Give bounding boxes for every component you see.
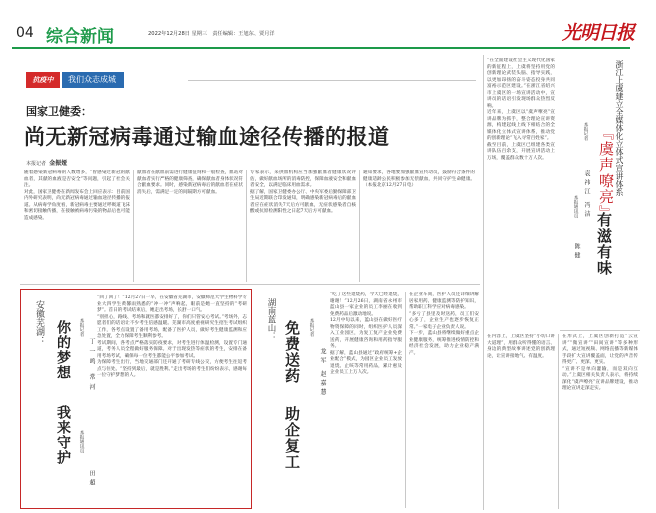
commentary-reporters: 袁祎江 冯洁: [583, 170, 590, 220]
lead-byline-label: 本报记者: [26, 161, 47, 167]
left-story-body: “回了回了！”12月27日一早，在安徽省芜湖市，安徽师范大学生物科学专业大四学生黄馨雨熟悉的“冲一冲”声响起，眼前是她一直坚持的“考研梦”。首日的考试结束后，她走出考场，长舒一口气。 “别担心，路线、考场和就医都安排好了，你们只管安心考试。”考场外，志愿者们的话语让不少考生倍感温暖。芜湖市高度重视研究生招生考试组织工作，各考点设置了备用考场，配备了医护人员，做好考生健康监测和应急处置，全力保障考生顺利参考。 考试期间，各考点严格落实防疫要求，对考生进行体温检测，设置专门通道，考务人员全程做好服务保障。对于出现发热等症状的考生，安排在备用考场考试，确保每一位考生都能公平参加考试。 为保障考生出行，当地交通部门还开通了考研专线公交，方便考生往返考点与住处。“坚持到最后，就是胜利。”走出考场的考生们纷纷表示，感谢每一位守护梦想的人。: [97, 295, 247, 378]
left-story-byline-label: 本报记者: [79, 318, 84, 337]
column-banner: [26, 72, 186, 88]
commentary-intern-label: 本报通讯员: [573, 195, 578, 218]
commentary-body: “在全面建设社会主义现代化国家的新征程上，上虞将坚持用党的创新理论武装头脑、指导实践，以更加昂扬的奋斗姿态投身共同富裕示范区建设。”在浙江省绍兴市上虞区的一场宣讲活动中，宣讲员的话语引发现场群众热烈反响。 近年来，上虞区以“虞声嘹亮”宣讲品牌为抓手，整合理论宣讲资源，构建起线上线下相结合的全媒体化立体式宣讲体系，推动党的创新理论“飞入寻常百姓家”。 截至目前，上虞区已组建各类宣讲队伍百余支，开展宣讲活动上万场，覆盖群众数十万人次。: [487, 58, 555, 161]
column-rule: [133, 170, 134, 282]
left-story-place: 安徽芜湖：: [34, 300, 44, 345]
lead-paragraph: 专家表示，采供血机构应当加强献血者健康状况评估，做好献血场所的消毒防控，保障血液安全和献血者安全，以满足临床用血需求。 据了解，国家卫健委办公厅、中央军委后勤保障部卫生局近期联合印发通知，明确感染新冠病毒后的献血者应在症状消失7天后方可献血，无症状感染者自核酸或抗原检测阳性之日起7天后方可献血。: [250, 170, 356, 214]
commentary-byline-label: 本报记者: [583, 122, 588, 141]
column-rule: [246, 170, 247, 282]
lead-kicker: 国家卫健委：: [26, 105, 92, 118]
column-rule: [405, 292, 406, 508]
banner-rule: [188, 80, 476, 81]
left-story-title-line2: 我来守护: [55, 405, 71, 465]
commentary-title-line1: 『虞声嘹亮』: [597, 125, 615, 221]
mid-story-body: “吃了这些退烧药，今天已经退烧，谢谢！”12月26日，湖南省永州市蓝山县一家企业的员工李丽在收到免费药品后激动地说。 12月中旬以来，蓝山县在做好医疗物资保障的同时，组织医护人员深入工业园区，为复工复产企业免费送药，开展健康咨询和用药指导服务。 据了解，蓝山县通过“政府统筹+企业配合”模式，为园区企业员工发放退烧、止咳等常用药品，累计惠及企业员工上万人次。: [330, 292, 402, 375]
section-rule: [560, 330, 640, 331]
column-rule: [359, 170, 360, 282]
mid-story-byline-label: 本报记者: [309, 318, 314, 337]
mid-story-title-line1: 免费送药: [283, 320, 301, 384]
left-story-reporters: 丁一鸣 常河: [88, 338, 95, 394]
lead-headline: 尚无新冠病毒通过输血途径传播的报道: [24, 125, 390, 149]
commentary-intern-name: 陈健: [573, 243, 580, 261]
column-name: 我们众志成城: [62, 72, 124, 88]
header-rule: [12, 47, 630, 49]
lead-paragraph: 献血者在献血前需进行健康征询和一般检查，血站对献血者实行严格的健康筛查，确保献血者身体状况符合献血要求。同时，感染新冠病毒后的献血者在症状消失后，需满足一定的间隔期方可献血。: [137, 170, 243, 195]
section-title: 综合新闻: [46, 27, 114, 47]
left-story-intern-label: 本报通讯员: [79, 430, 84, 453]
mid-story-reporters: 龙军 赵嘉慧: [319, 348, 326, 398]
page-number: 04: [16, 25, 34, 41]
lead-paragraph: 随着感染新冠病毒的人数增多，“曾感染过新冠的献血者，其献的血液是否安全”等问题，引起了社会关注。 对此，国家卫健委在新闻发布会上回应表示：目前国内外研究表明，尚无新冠病毒通过输血途径传播的报道。从病毒学角度看，新冠病毒主要通过呼吸道飞沫和密切接触传播，在接触被病毒污染的物品后也可能造成感染。: [24, 170, 130, 221]
lead-byline-name: 金振娅: [49, 160, 68, 167]
lead-byline: [26, 158, 67, 167]
commentary-title-line2: 有滋有味: [595, 212, 613, 276]
left-story-intern-name: 田超: [88, 470, 95, 488]
mid-story-place: 湖南蓝山：: [266, 298, 276, 341]
column-rule: [558, 334, 559, 509]
lead-paragraph: 通知要求，各地要加强献血宣传动员，鼓励符合条件的健康适龄公民积极参加无偿献血，共同守护生命健康。（本报北京12月27日电）: [363, 170, 475, 188]
commentary-body: 在内容上，上虞区坚持“小切口讲大道理”，用群众听得懂的语言、身边的典型故事讲述党的创新理论，让宣讲接地气、有温度。: [487, 334, 555, 359]
section-rule: [20, 284, 480, 285]
commentary-body: 在形式上，上虞区创新打造“云宣讲”“微宣讲”“田间宣讲”等多种形式，通过短视频、网络直播等新媒体手段扩大宣讲覆盖面，让党的声音传得更广、更深、更实。 “宣讲不是单向灌输，而是双向互动。”上虞区相关负责人表示，将持续深化“虞声嘹亮”宣讲品牌建设，推动理论宣讲走深走实。: [562, 334, 638, 391]
issue-meta: 2022年12月28日 星期三 责任编辑：王旭东、贾月洋: [148, 31, 275, 37]
left-story-title-line1: 你的梦想: [55, 320, 71, 380]
column-rule: [483, 55, 484, 510]
commentary-kicker: 浙江上虞建立全媒体化立体式宣讲体系: [615, 60, 624, 196]
newspaper-masthead: 光明日报: [562, 22, 635, 44]
mid-story-title-line2: 助企复工: [283, 406, 301, 470]
column-logo: 抗疫中: [26, 72, 60, 88]
mid-story-body: 在企业车间，医护人员还详细讲解居家用药、健康监测等防护知识，帮助职工科学应对病毒感染。 “多亏了县里及时送药，员工们安心多了，企业生产也逐步恢复正常。”一家电子企业负责人说。 下一步，蓝山县将继续做好重点企业健康服务，统筹推进疫情防控和经济社会发展，助力企业稳产满产。: [409, 292, 479, 356]
